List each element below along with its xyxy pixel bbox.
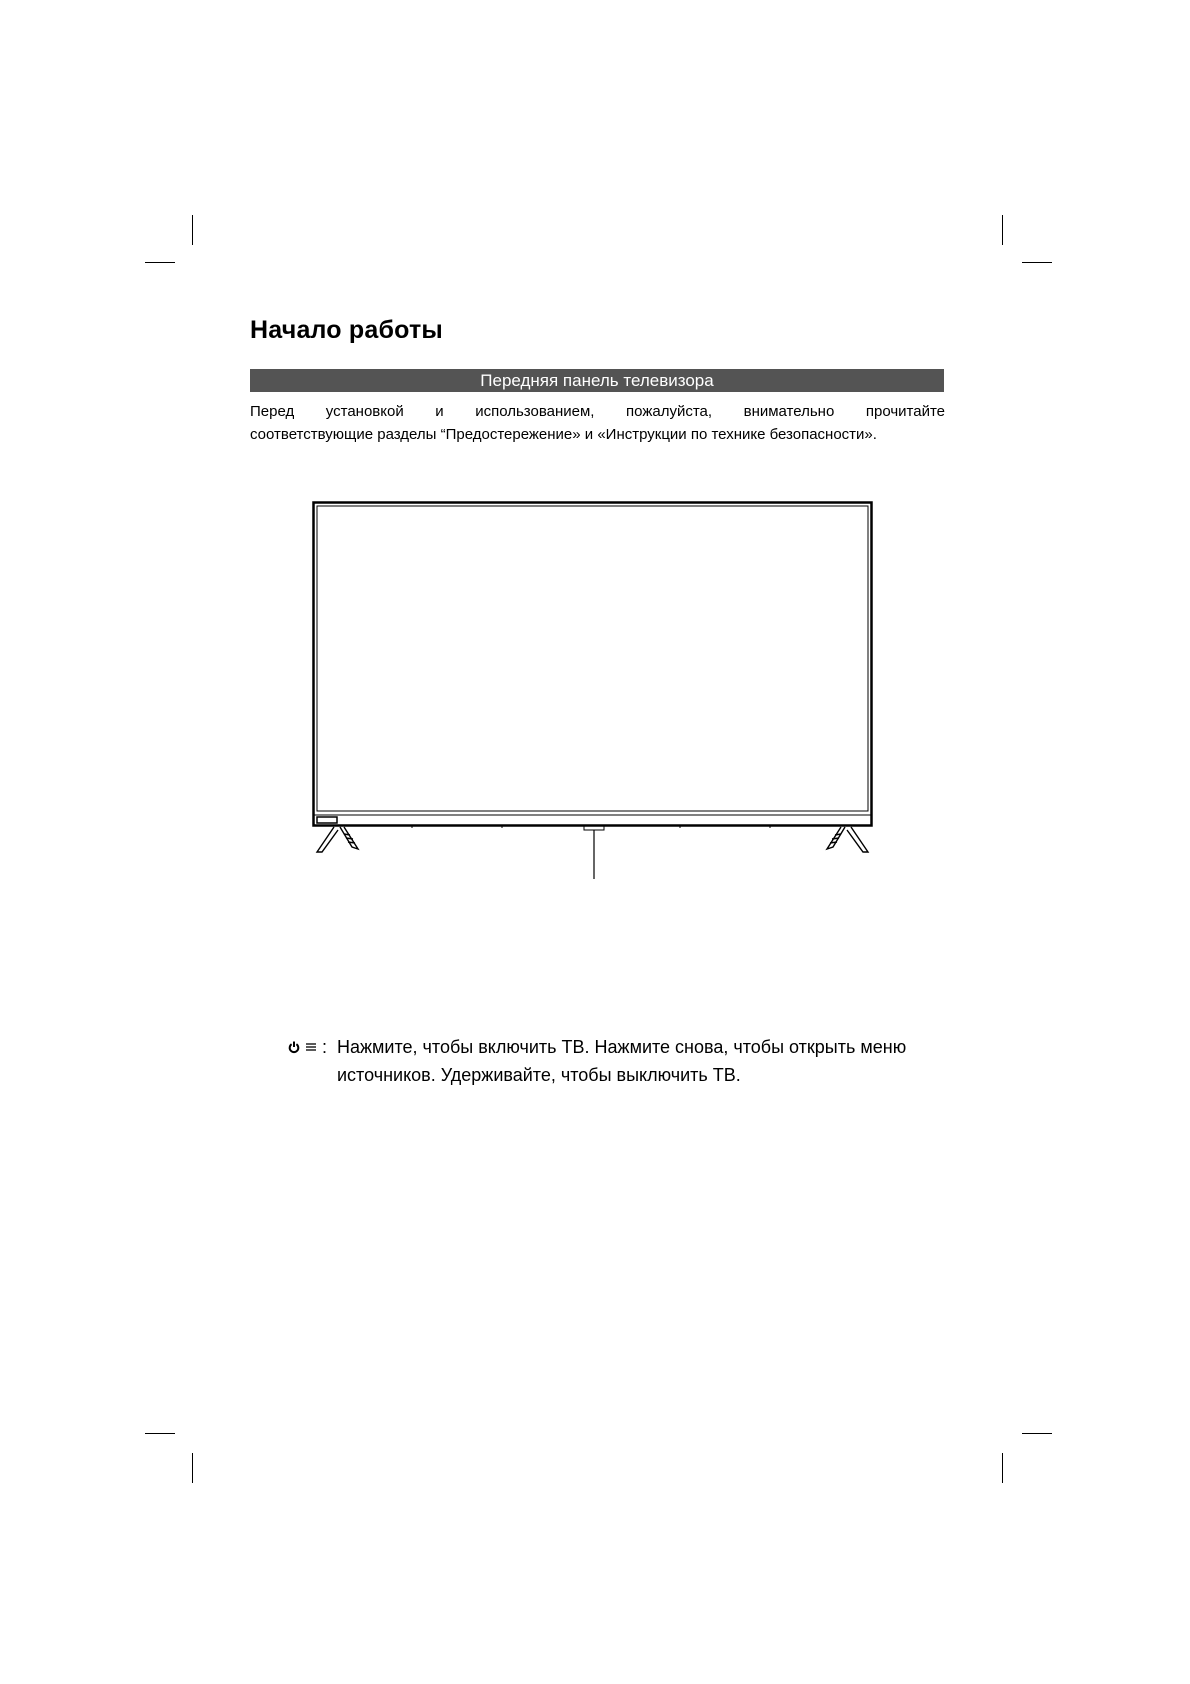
tv-front-panel-illustration — [300, 495, 880, 885]
crop-mark-top-left-vertical — [192, 215, 193, 245]
power-menu-button-marker — [584, 826, 604, 879]
menu-icon — [305, 1041, 317, 1053]
legend-separator: : — [322, 1037, 328, 1057]
legend-description — [337, 1033, 928, 1089]
intro-paragraph — [250, 400, 945, 446]
tv-screen — [313, 503, 872, 826]
crop-mark-bottom-right-vertical — [1002, 1453, 1003, 1483]
power-icon — [288, 1041, 300, 1054]
button-legend — [288, 1033, 928, 1089]
crop-mark-top-right-horizontal — [1022, 262, 1052, 263]
section-header: Передняя панель телевизора — [250, 369, 944, 392]
legend-key-icons — [288, 1033, 338, 1061]
crop-mark-bottom-left-vertical — [192, 1453, 193, 1483]
crop-mark-top-right-vertical — [1002, 215, 1003, 245]
page-title: Начало работы — [250, 316, 443, 344]
crop-mark-bottom-right-horizontal — [1022, 1433, 1052, 1434]
intro-line-2: соответствующие разделы “Предостережение» и «Инструкции по технике безопасности». — [250, 426, 877, 443]
tv-stand-left — [317, 827, 358, 852]
crop-mark-top-left-horizontal — [145, 262, 175, 263]
tv-stand-right — [827, 827, 868, 852]
bezel-logo-block — [317, 817, 337, 823]
legend-description-line-2: источников. Удерживайте, чтобы выключить ТВ. — [337, 1065, 741, 1085]
crop-mark-bottom-left-horizontal — [145, 1433, 175, 1434]
intro-line-1: Перед установкой и использованием, пожалуйста, внимательно прочитайте — [250, 403, 945, 420]
legend-description-line-1: Нажмите, чтобы включить ТВ. Нажмите снова, чтобы открыть меню — [337, 1037, 907, 1057]
